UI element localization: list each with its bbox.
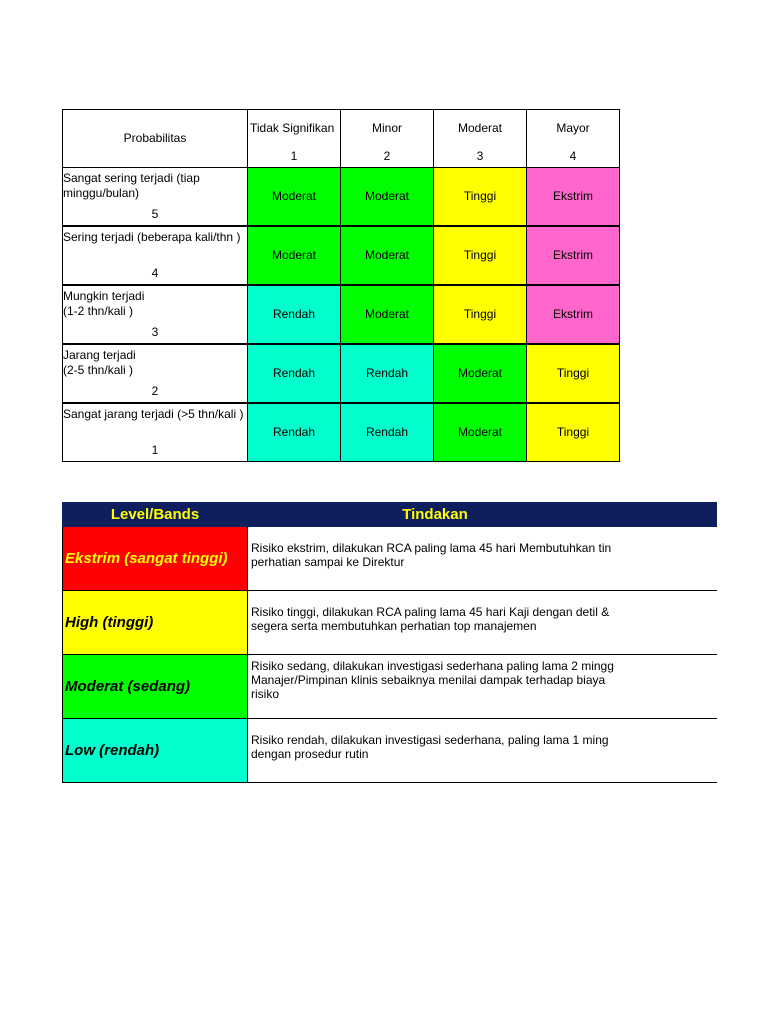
risk-cell: Tinggi — [434, 226, 527, 285]
probability-cell — [63, 403, 248, 462]
impact-number: 3 — [476, 149, 484, 163]
impact-name: Tidak Signifikan — [250, 121, 335, 135]
impact-number: 1 — [290, 149, 298, 163]
action-header: Tindakan — [402, 506, 468, 523]
probability-label: Sangat jarang terjadi (>5 thn/kali ) — [63, 407, 244, 421]
level-label: High (tinggi) — [62, 591, 248, 654]
level-table-header — [62, 502, 717, 527]
level-row-moderate — [62, 655, 717, 719]
action-line: Manajer/Pimpinan klinis sebaiknya menilai dampak terhadap biaya — [251, 673, 606, 687]
probability-label: Jarang terjadi (2-5 thn/kali ) — [63, 348, 136, 377]
action-text — [248, 655, 622, 718]
risk-cell: Ekstrim — [527, 285, 620, 344]
matrix-row-5 — [63, 168, 620, 227]
risk-cell: Moderat — [434, 344, 527, 403]
matrix-row-1 — [63, 403, 620, 462]
risk-cell: Ekstrim — [527, 168, 620, 227]
probability-header: Probabilitas — [63, 110, 248, 168]
probability-number: 1 — [151, 443, 159, 457]
risk-cell: Rendah — [248, 344, 341, 403]
level-label: Low (rendah) — [62, 719, 248, 782]
impact-name: Minor — [371, 121, 402, 135]
action-line: Risiko rendah, dilakukan investigasi sederhana, paling lama 1 ming — [251, 733, 609, 747]
action-line: segera serta membutuhkan perhatian top manajemen — [251, 619, 537, 633]
risk-cell: Rendah — [248, 285, 341, 344]
action-line: perhatian sampai ke Direktur — [251, 555, 405, 569]
risk-cell: Moderat — [248, 226, 341, 285]
risk-cell: Moderat — [248, 168, 341, 227]
risk-cell: Rendah — [248, 403, 341, 462]
level-row-extreme — [62, 527, 717, 591]
probability-label: Mungkin terjadi (1-2 thn/kali ) — [63, 289, 145, 318]
impact-number: 2 — [383, 149, 391, 163]
probability-number: 3 — [151, 325, 159, 339]
level-row-low — [62, 719, 717, 783]
impact-column-2 — [341, 110, 434, 168]
level-bands-header: Level/Bands — [110, 506, 200, 523]
probability-number: 5 — [151, 207, 159, 221]
action-text — [248, 719, 622, 782]
action-line: Risiko tinggi, dilakukan RCA paling lama 45 hari Kaji dengan detil & — [251, 605, 610, 619]
risk-cell: Tinggi — [434, 168, 527, 227]
impact-column-3 — [434, 110, 527, 168]
probability-cell — [63, 226, 248, 285]
probability-number: 4 — [151, 266, 159, 280]
level-label: Ekstrim (sangat tinggi) — [62, 527, 248, 590]
action-line: risiko — [251, 687, 280, 701]
action-line: Risiko sedang, dilakukan investigasi sederhana paling lama 2 mingg — [251, 659, 614, 673]
probability-number: 2 — [151, 384, 159, 398]
probability-label: Sangat sering terjadi (tiap minggu/bulan) — [63, 171, 200, 200]
probability-cell — [63, 168, 248, 227]
action-text — [248, 591, 622, 654]
risk-cell: Moderat — [341, 168, 434, 227]
probability-cell — [63, 344, 248, 403]
probability-label: Sering terjadi (beberapa kali/thn ) — [63, 230, 241, 244]
impact-column-1 — [248, 110, 341, 168]
risk-cell: Tinggi — [434, 285, 527, 344]
risk-cell: Rendah — [341, 344, 434, 403]
impact-name: Mayor — [556, 121, 590, 135]
risk-cell: Moderat — [341, 226, 434, 285]
action-text — [248, 527, 622, 590]
matrix-header-row — [63, 110, 620, 168]
action-line: Risiko ekstrim, dilakukan RCA paling lama 45 hari Membutuhkan tin — [251, 541, 612, 555]
action-line: dengan prosedur rutin — [251, 747, 369, 761]
risk-cell: Moderat — [341, 285, 434, 344]
risk-cell: Ekstrim — [527, 226, 620, 285]
matrix-row-4 — [63, 226, 620, 285]
risk-level-table — [62, 502, 717, 783]
impact-number: 4 — [569, 149, 577, 163]
risk-matrix — [62, 109, 620, 462]
risk-cell: Tinggi — [527, 403, 620, 462]
risk-cell: Moderat — [434, 403, 527, 462]
level-label: Moderat (sedang) — [62, 655, 248, 718]
impact-column-4 — [527, 110, 620, 168]
risk-cell: Tinggi — [527, 344, 620, 403]
matrix-row-3 — [63, 285, 620, 344]
impact-name: Moderat — [457, 121, 503, 135]
probability-cell — [63, 285, 248, 344]
matrix-row-2 — [63, 344, 620, 403]
risk-cell: Rendah — [341, 403, 434, 462]
level-row-high — [62, 591, 717, 655]
